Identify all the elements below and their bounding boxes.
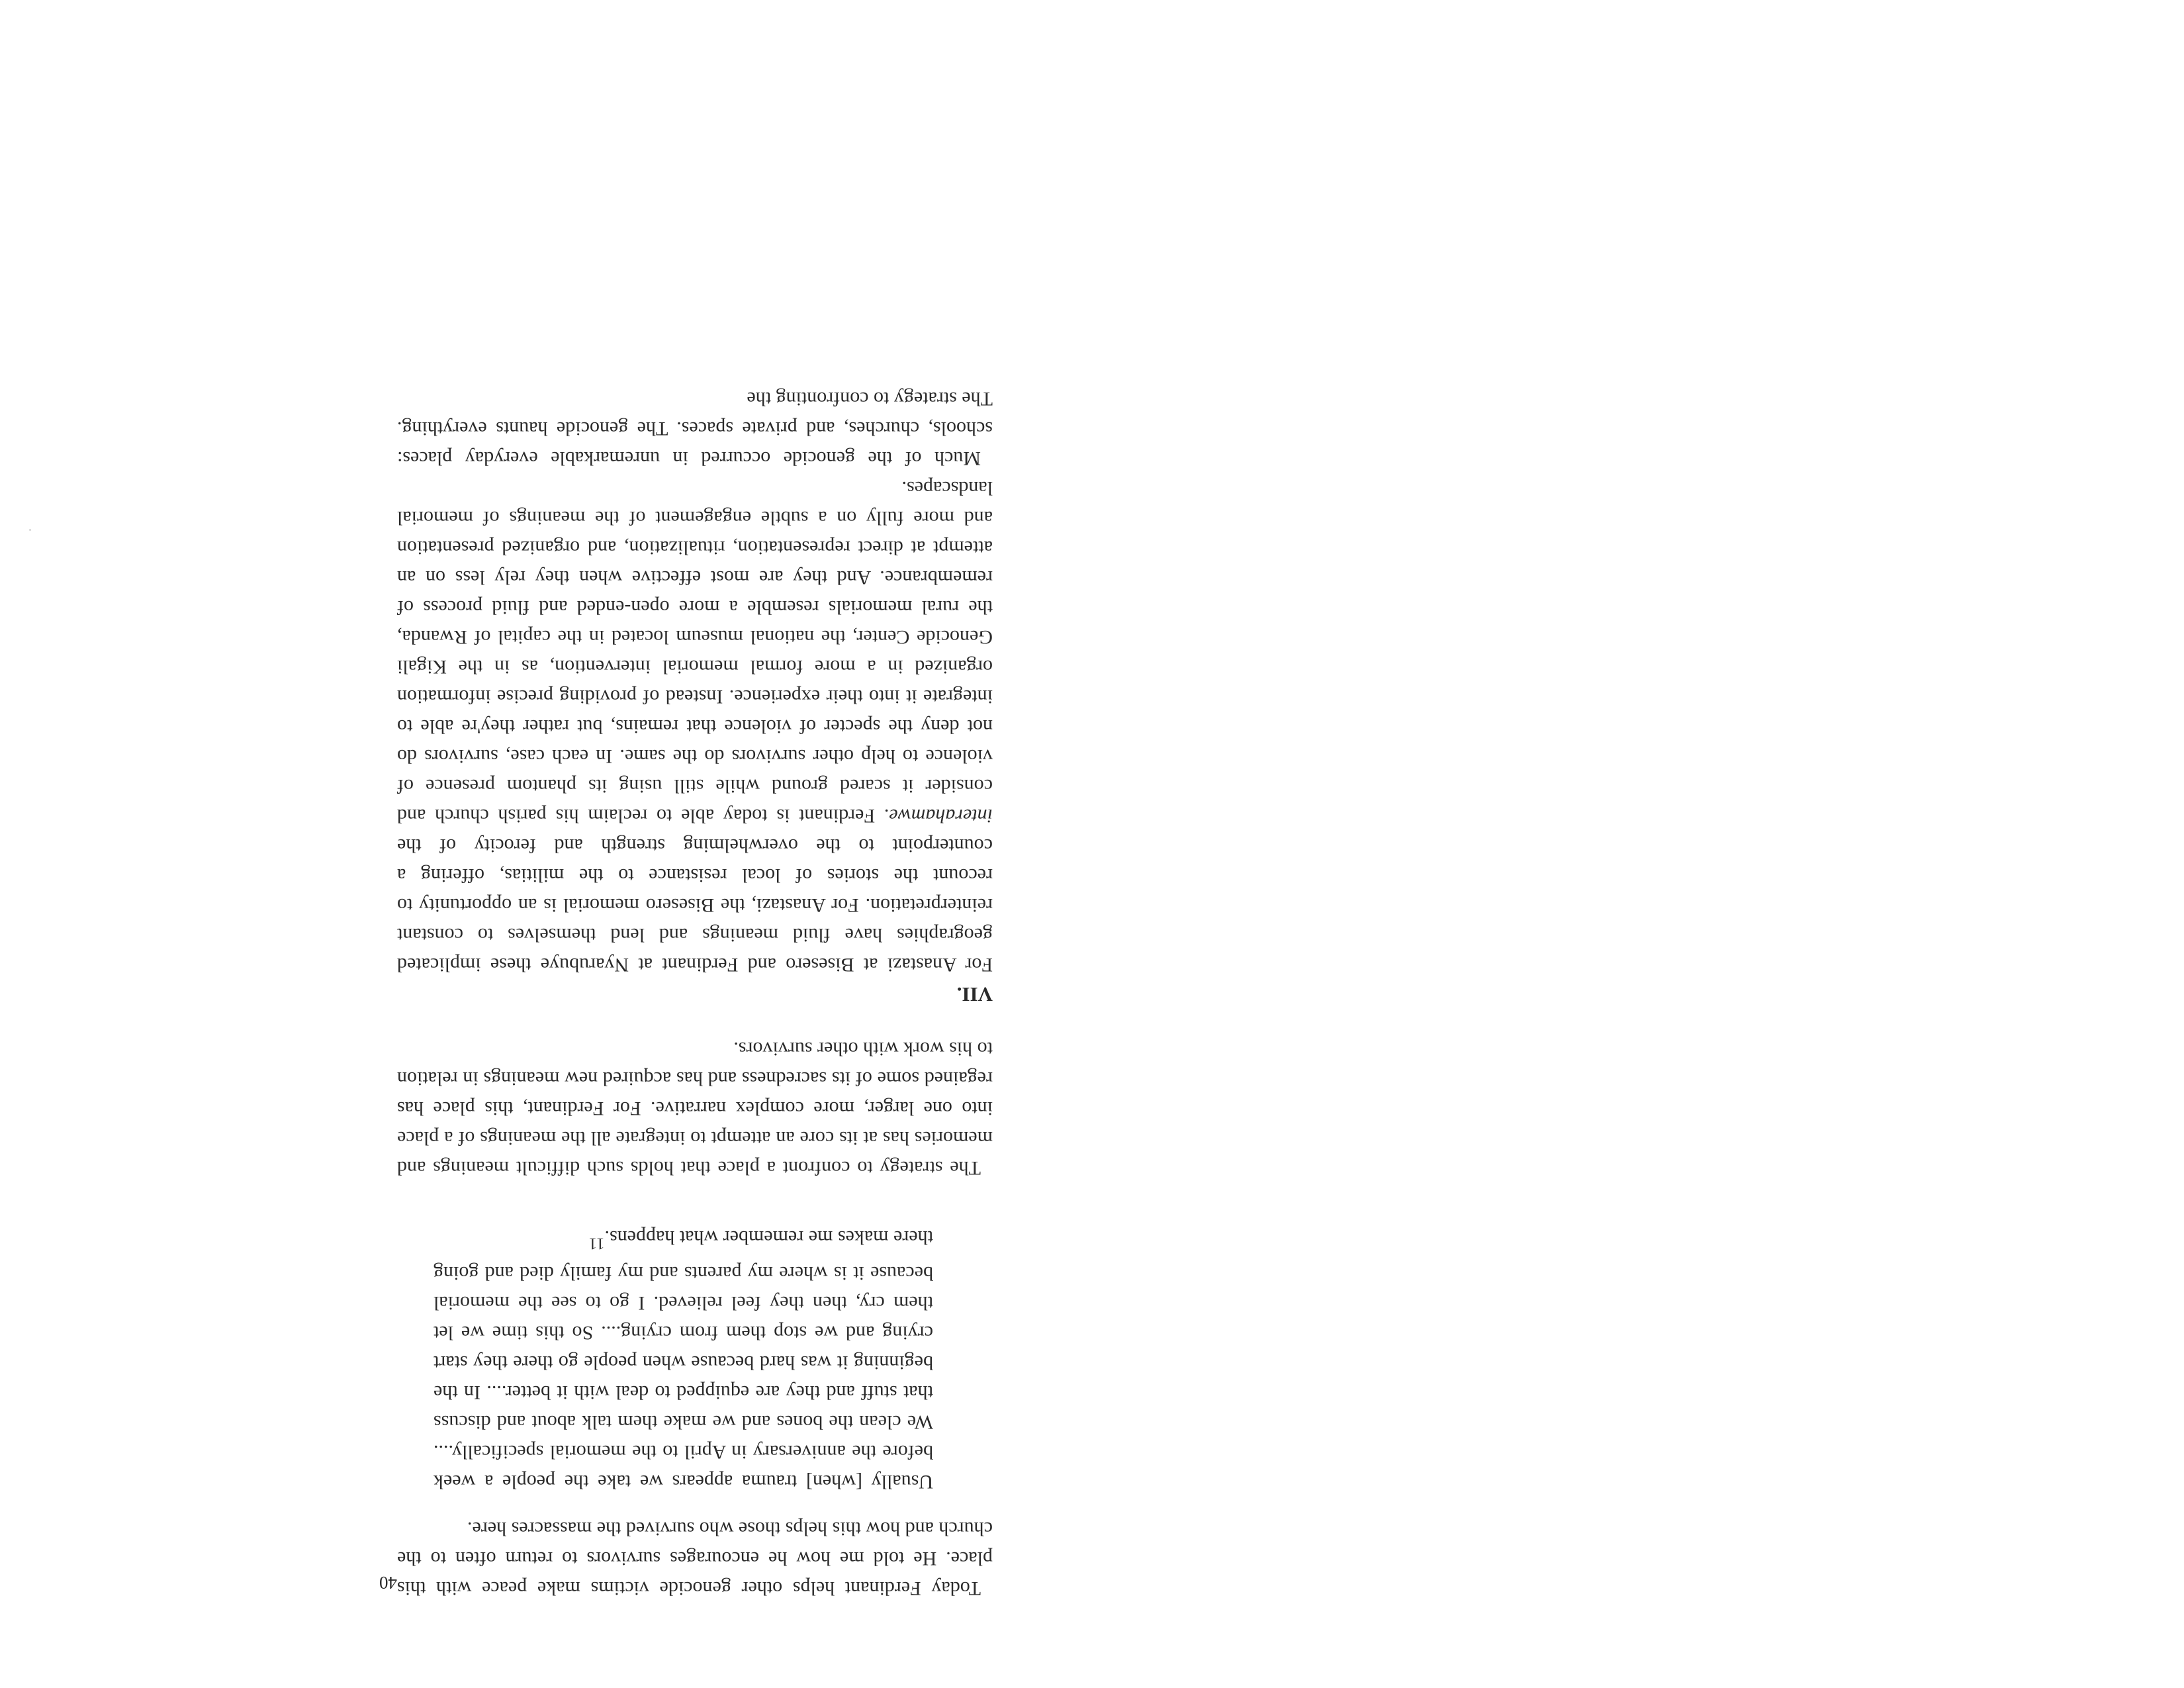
spacer	[397, 1183, 993, 1223]
paragraph-strategy-confront: The strategy to confront a place that holds such difficult meanings and memories has at its core an attempt to integrate all the meanings of a place into one larger, more complex narrative. For Ferdinant, this place has regained some of its sacredness and has acquired new meanings in relation to his work with other survivors.	[397, 1038, 993, 1179]
spacer	[397, 1009, 993, 1034]
paragraph-text: For Anastazi at Bisesero and Ferdinant at Nyarubuye these implicated geographies have fluid meanings and lend themselves to constant reinterpretation. For Anastazi, the Bisesero memorial is an opportunity to recount the stories of local resistance to the militias, offering a counterpoint to the overwhelming strength and ferocity of the	[397, 835, 993, 976]
blockquote-interview	[433, 1223, 933, 1497]
blockquote-text: Usually [when] trauma appears we take the people a week before the anniversary in April to the memorial specifically.... We clean the bones and we make them talk about and discuss that stuff and they are equipped to deal with it better.... In the beginning it was hard because when people go there they start crying and we stop them from crying.... So this time we let them cry, then they feel relieved. I go to see the memorial because it is where my parents and my family died and going there makes me remember what happens.	[433, 1227, 933, 1493]
paragraph-implicated-geographies	[397, 473, 993, 980]
paragraph-everyday-places: Much of the genocide occurred in unremarkable everyday places: schools, churches, and private spaces. The genocide haunts everything. The strategy to confronting the	[397, 388, 993, 469]
paragraph-text: . Ferdinant is today able to reclaim his parish church and consider it scared ground while still using its phantom presence of violence to help other survivors do the same. In each case, survivors do not deny the specter of violence that remains, but rather they're able to integrate it into their experience. Instead of providing precise information organized in a more formal memorial intervention, as in the Kigali Genocide Center, the national museum located in the capital of Rwanda, the rural memorials resemble a more open-ended and fluid process of remembrance. And they are most effective when they rely less on an attempt at direct representation, ritualization, and organized presentation and more fully on a subtle engagement of the meanings of memorial landscapes.	[397, 477, 993, 827]
page-number: 40	[379, 1573, 397, 1593]
footnote-marker: 11	[588, 1235, 605, 1252]
italic-term: interahamwe	[889, 805, 993, 827]
spacer	[397, 1497, 993, 1514]
paragraph-ferdinant-helps: Today Ferdinant helps other genocide victims make peace with this place. He told me how he encourages survivors to return often to the church and how this helps those who survived the massacres here.	[397, 1518, 993, 1599]
scan-speck	[29, 529, 31, 531]
section-heading: VII.	[956, 983, 993, 1006]
text-column	[397, 384, 993, 1603]
